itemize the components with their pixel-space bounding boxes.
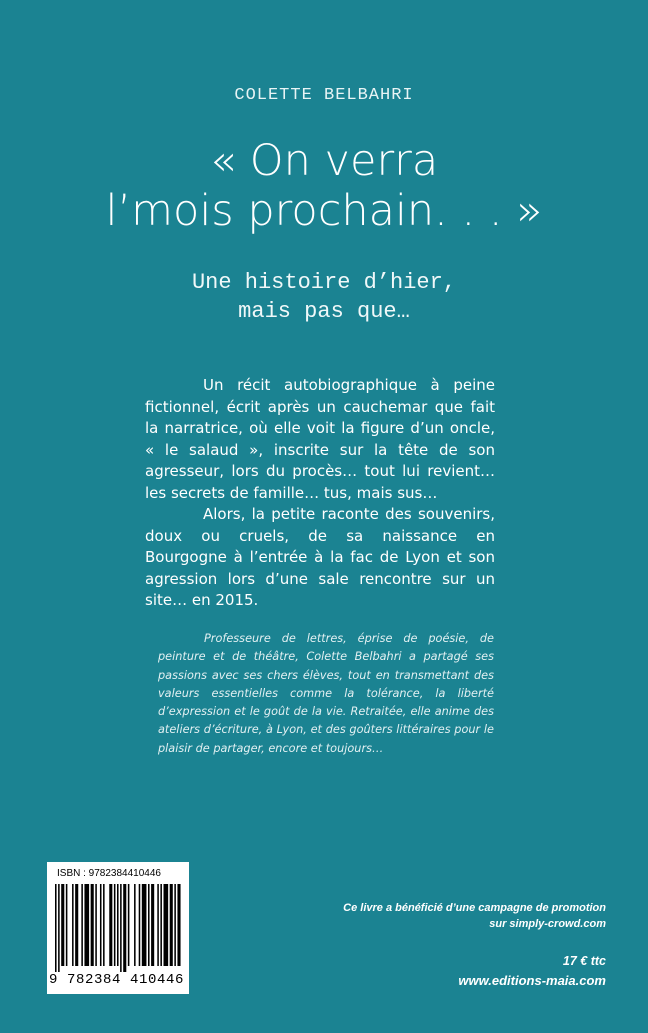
author-name: COLETTE BELBAHRI (234, 86, 414, 105)
book-subtitle-line-1: Une histoire d’hier, (191, 270, 457, 295)
barcode-box (47, 862, 189, 994)
price-label: 17 € ttc (562, 954, 606, 968)
isbn-label: ISBN : 9782384410446 (57, 868, 161, 879)
summary-paragraph-1: Un récit autobiographique à peine fictionnel, écrit après un cauchemar que fait la narratrice, où elle voit la figure d’un oncle, « le salaud », inscrite sur la tête de son agresseur, lors du procès… tout lui revient… les secrets de famille… tus, mais sus… (145, 376, 495, 502)
book-title-line-2: l’mois prochain. . . » (105, 186, 543, 236)
publisher-website: www.editions-maia.com (458, 973, 606, 988)
book-subtitle-line-2: mais pas que… (238, 299, 410, 324)
summary-text (145, 375, 495, 612)
book-subtitle (0, 268, 648, 326)
book-title-line-1: « On verra (209, 136, 439, 186)
promo-text (286, 900, 606, 932)
isbn-digits: 9 782384 410446 (49, 972, 185, 988)
promo-line-2: sur simply-crowd.com (489, 918, 606, 930)
author-bio: Professeure de lettres, éprise de poésie, de peinture et de théâtre, Colette Belbahri a partagé ses passions avec ses chers élèves, tout en transmettant des valeurs essentielles comme la tolérance, la liberté d’expression et le goût de la vie. Retraitée, elle anime des ateliers d’écriture, à Lyon, et des goûters littéraires pour le plaisir de partager, encore et toujours… (158, 632, 494, 755)
barcode-image (55, 884, 181, 972)
promo-line-1: Ce livre a bénéficié d’une campagne de promotion (343, 902, 606, 914)
book-title (0, 136, 648, 236)
summary-paragraph-2: Alors, la petite raconte des souvenirs, doux ou cruels, de sa naissance en Bourgogne à l’entrée à la fac de Lyon et son agression lors d’une sale rencontre sur un site… en 2015. (145, 505, 495, 609)
